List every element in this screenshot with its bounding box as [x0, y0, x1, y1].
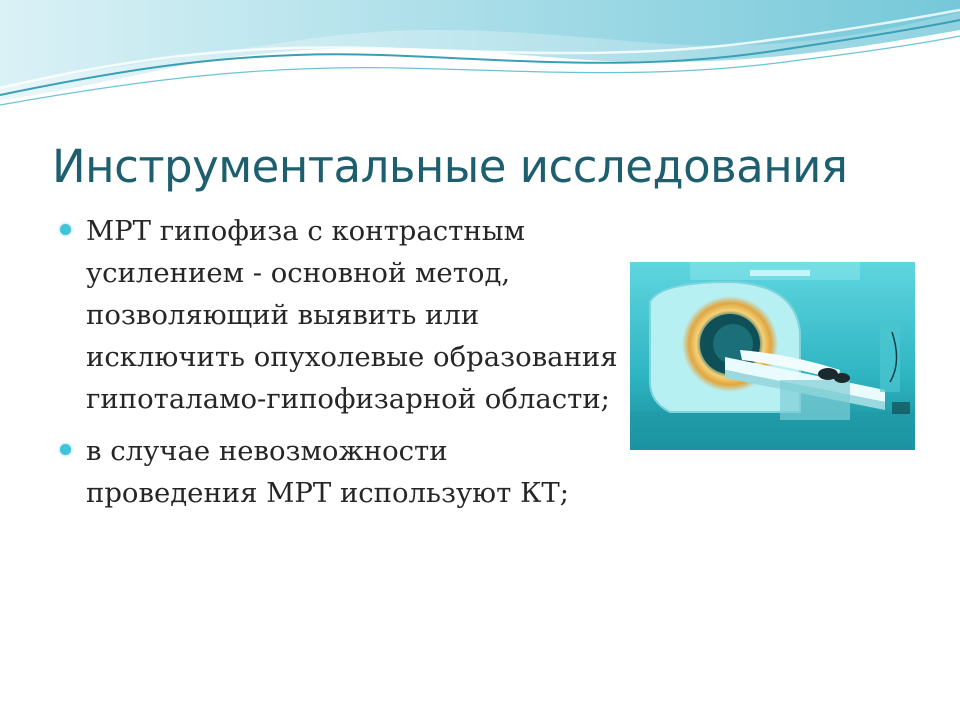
- slide-title: Инструментальные исследования: [52, 140, 848, 193]
- bullet-dot-icon: [60, 224, 71, 235]
- bullet-item: [60, 210, 620, 420]
- bullet-item: [60, 430, 620, 514]
- bullet-list: [60, 210, 620, 524]
- bullet-text: МРТ гипофиза с контрастным усилением - основной метод, позволяющий выявить или исключить опухолевые образования гипоталамо-гипофизарной области;: [86, 215, 618, 415]
- wave-decoration: [0, 0, 960, 120]
- bullet-dot-icon: [60, 444, 71, 455]
- bullet-text: в случае невозможности проведения МРТ используют КТ;: [86, 435, 569, 509]
- mri-scanner-photo: [630, 262, 915, 450]
